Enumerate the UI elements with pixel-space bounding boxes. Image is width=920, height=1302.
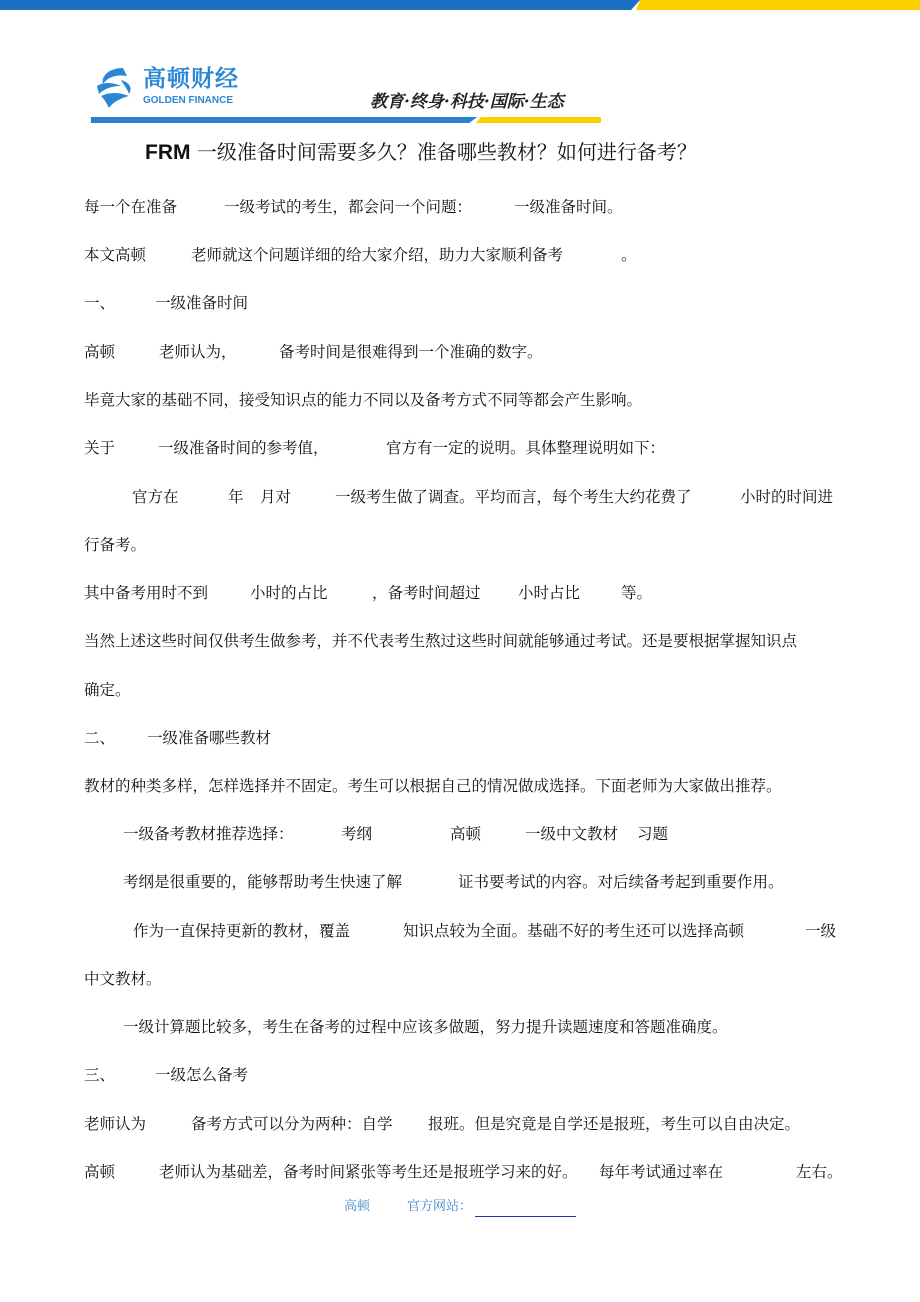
text-line-8-segment: 行备考。 <box>84 536 147 554</box>
text-line-6-segment: 关于 <box>84 439 116 457</box>
text-line-9-segment: 小时占比 <box>518 584 581 602</box>
text-line-18-segment: 一级计算题比较多，考生在备考的过程中应该多做题，努力提升读题速度和答题准确度。 <box>123 1018 728 1036</box>
text-line-21-segment: 高顿 <box>84 1163 116 1181</box>
text-line-1-segment: 一级考试的考生，都会问一个问题： <box>224 198 473 216</box>
header-rule-yellow <box>476 117 601 123</box>
footer-website-label: 官方网站： <box>407 1199 473 1214</box>
text-line-2-segment: 。 <box>621 246 637 264</box>
text-line-20-segment: 报班。但是究竟是自学还是报班，考生可以自由决定。 <box>428 1115 801 1133</box>
logo-chinese-name: 高顿财经 <box>143 66 239 92</box>
title-prefix: FRM <box>145 141 191 164</box>
text-line-6-segment: 一级准备时间的参考值， <box>158 439 329 457</box>
text-line-17-segment: 中文教材。 <box>84 970 162 988</box>
text-line-9-segment: 等。 <box>621 584 653 602</box>
text-line-19-segment: 一级怎么备考 <box>155 1066 249 1084</box>
top-banner-yellow <box>636 0 920 10</box>
text-line-7-segment: 小时的时间进 <box>740 488 834 506</box>
text-line-7-segment: 年 <box>228 488 244 506</box>
text-line-2-segment: 老师就这个问题详细的给大家介绍，助力大家顺利备考 <box>191 246 564 264</box>
text-line-13-segment: 教材的种类多样，怎样选择并不固定。考生可以根据自己的情况做成选择。下面老师为大家做出推荐。 <box>84 777 782 795</box>
header-rule-blue <box>91 117 477 123</box>
golden-finance-logo-icon <box>93 64 139 110</box>
text-line-14-segment: 一级中文教材 <box>525 825 619 843</box>
document-title <box>145 140 697 165</box>
text-line-14-segment: 考纲 <box>341 825 373 843</box>
title-text: 一级准备时间需要多久？准备哪些教材？如何进行备考？ <box>190 140 697 164</box>
text-line-2-segment: 本文高顿 <box>84 246 147 264</box>
text-line-9-segment: ，备考时间超过 <box>372 584 481 602</box>
footer-brand: 高顿 <box>344 1199 371 1214</box>
logo-english-name: GOLDEN FINANCE <box>143 95 233 106</box>
text-line-15-segment: 考纲是很重要的，能够帮助考生快速了解 <box>123 873 403 891</box>
text-line-14-segment: 高顿 <box>450 825 482 843</box>
text-line-20-segment: 备考方式可以分为两种：自学 <box>191 1115 393 1133</box>
text-line-12-segment: 二、 <box>84 729 116 747</box>
text-line-3-segment: 一、 <box>84 294 116 312</box>
text-line-15-segment: 证书要考试的内容。对后续备考起到重要作用。 <box>458 873 784 891</box>
text-line-10-segment: 当然上述这些时间仅供考生做参考，并不代表考生熬过这些时间就能够通过考试。还是要根据掌握知识点 <box>84 632 798 650</box>
text-line-4-segment: 高顿 <box>84 343 116 361</box>
text-line-7-segment: 官方在 <box>132 488 179 506</box>
text-line-14-segment: 一级备考教材推荐选择： <box>123 825 294 843</box>
text-line-21-segment: 每年考试通过率在 <box>599 1163 724 1181</box>
text-line-16-segment: 知识点较为全面。基础不好的考生还可以选择高顿 <box>403 922 745 940</box>
text-line-7-segment: 月对 <box>260 488 292 506</box>
text-line-9-segment: 小时的占比 <box>250 584 328 602</box>
text-line-1-segment: 一级准备时间。 <box>514 198 623 216</box>
text-line-14-segment: 习题 <box>637 825 669 843</box>
text-line-4-segment: 备考时间是很难得到一个准确的数字。 <box>279 343 543 361</box>
text-line-11-segment: 确定。 <box>84 681 131 699</box>
text-line-5-segment: 毕竟大家的基础不同，接受知识点的能力不同以及备考方式不同等都会产生影响。 <box>84 391 643 409</box>
text-line-16-segment: 作为一直保持更新的教材，覆盖 <box>133 922 351 940</box>
text-line-4-segment: 老师认为， <box>159 343 237 361</box>
text-line-6-segment: 官方有一定的说明。具体整理说明如下： <box>386 439 666 457</box>
text-line-1-segment: 每一个在准备 <box>84 198 178 216</box>
top-banner-blue <box>0 0 640 10</box>
text-line-21-segment: 老师认为基础差，备考时间紧张等考生还是报班学习来的好。 <box>159 1163 578 1181</box>
footer-website-link[interactable] <box>475 1216 576 1217</box>
text-line-7-segment: 一级考生做了调查。平均而言，每个考生大约花费了 <box>335 488 692 506</box>
text-line-9-segment: 其中备考用时不到 <box>84 584 209 602</box>
text-line-21-segment: 左右。 <box>796 1163 843 1181</box>
text-line-20-segment: 老师认为 <box>84 1115 147 1133</box>
text-line-19-segment: 三、 <box>84 1066 116 1084</box>
text-line-12-segment: 一级准备哪些教材 <box>147 729 272 747</box>
text-line-16-segment: 一级 <box>805 922 837 940</box>
header-slogan: 教育·终身·科技·国际·生态 <box>370 92 564 112</box>
text-line-3-segment: 一级准备时间 <box>155 294 249 312</box>
